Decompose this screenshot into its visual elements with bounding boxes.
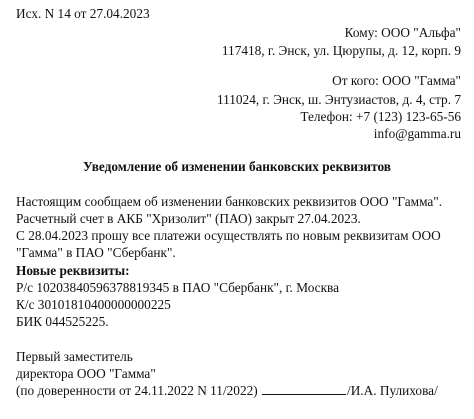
body-line-4: "Гамма" в ПАО "Сбербанк". <box>16 245 176 260</box>
sender-address: 111024, г. Энск, ш. Энтузиастов, д. 4, стр. 7 <box>216 92 461 107</box>
recipient-address: 117418, г. Энск, ул. Цюрупы, д. 12, корп. 9 <box>221 43 461 58</box>
body-line-1: Настоящим сообщаем об изменении банковских реквизитов ООО "Гамма". <box>16 194 443 209</box>
requisite-account: Р/с 10203840596378819345 в ПАО "Сбербанк", г. Москва <box>16 280 340 295</box>
recipient-name: Кому: ООО "Альфа" <box>344 25 461 40</box>
signer-position-1: Первый заместитель <box>16 349 133 364</box>
body-line-2: Расчетный счет в АКБ "Хризолит" (ПАО) закрыт 27.04.2023. <box>16 211 361 226</box>
document-title: Уведомление об изменении банковских реквизитов <box>83 159 391 174</box>
requisite-corr-account: К/с 30101810400000000225 <box>16 297 171 312</box>
signer-name: /И.А. Пулихова/ <box>347 383 438 398</box>
requisite-bik: БИК 044525225. <box>16 314 109 329</box>
requisites-heading: Новые реквизиты: <box>16 263 130 278</box>
body-line-3: С 28.04.2023 прошу все платежи осуществлять по новым реквизитам ООО <box>16 228 441 243</box>
signature-line <box>16 382 438 400</box>
outgoing-number: Исх. N 14 от 27.04.2023 <box>16 6 150 21</box>
signature-blank <box>262 382 346 395</box>
sender-name: От кого: ООО "Гамма" <box>332 73 461 88</box>
sender-email: info@gamma.ru <box>373 126 461 141</box>
signer-authority: (по доверенности от 24.11.2022 N 11/2022) <box>16 383 258 398</box>
sender-phone: Телефон: +7 (123) 123-65-56 <box>300 109 461 124</box>
signer-position-2: директора ООО "Гамма" <box>16 366 156 381</box>
